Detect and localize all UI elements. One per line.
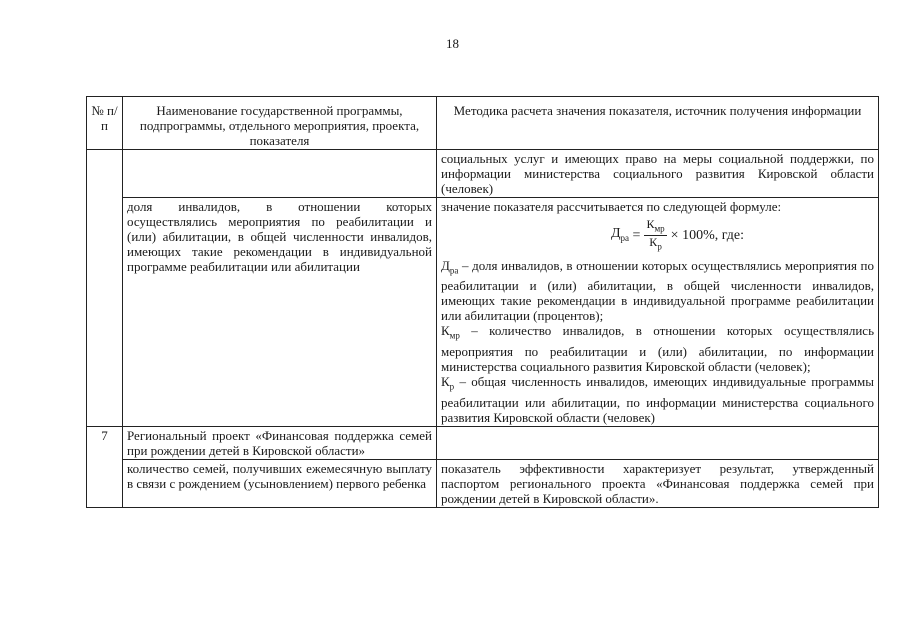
table-row [87,426,879,459]
cell-num [87,150,123,427]
cell-method: показатель эффективности характеризует результат, утвержденный паспортом регионального проекта «Финансовая поддержка семей при рождении детей в Кировской области». [437,459,879,507]
cell-method [437,198,879,427]
formula-fraction: $\frac{К_{мр}}{К_р}$ [646,217,665,252]
header-method: Методика расчета значения показателя, источник получения информации [437,97,879,150]
cell-name [123,150,437,198]
formula-lhs: $Д_{ра}$ [610,225,630,243]
formula-equals: = [629,228,641,244]
indicator-table [86,96,879,508]
cell-num: 7 [87,426,123,507]
table-header-row [87,97,879,150]
cell-name: количество семей, получивших ежемесячную выплату в связи с рождением (усыновлением) первого ребенка [123,459,437,507]
definition-dra: $Д_{ра}$ – доля инвалидов, в отношении которых осуществлялись мероприятия по реабилитации и (или) абилитации, в общей численности инвалидов, имеющих такие рекомендации в индивидуальной программе реабилитации или абилитации (процентов); [441,257,874,324]
formula [481,218,874,254]
cell-method [437,426,879,459]
page-number: 18 [446,36,459,51]
cell-name: Региональный проект «Финансовая поддержка семей при рождении детей в Кировской области» [123,426,437,459]
table-row [87,198,879,427]
formula-tail: × 100%, где: [670,228,745,244]
header-name: Наименование государственной программы, подпрограммы, отдельного мероприятия, проекта, показателя [123,97,437,150]
table-row [87,459,879,507]
formula-intro: значение показателя рассчитывается по следующей формуле: [441,199,782,214]
definition-kr: $К_р$ – общая численность инвалидов, имеющих индивидуальные программы реабилитации или абилитации, по информации министерства социального развития Кировской области (человек) [441,373,874,425]
cell-method: социальных услуг и имеющих право на меры социальной поддержки, по информации министерства социального развития Кировской области (человек) [437,150,879,198]
table-row [87,150,879,198]
cell-name: доля инвалидов, в отношении которых осуществлялись мероприятия по реабилитации и (или) абилитации, в общей численности инвалидов, имеющих такие рекомендации в индивидуальной программе реабилитации или абилитации [123,198,437,427]
definition-kmr: $К_{мр}$ – количество инвалидов, в отношении которых осуществлялись мероприятия по реабилитации и (или) абилитации, по информации министерства социального развития Кировской области (человек); [441,323,874,374]
header-num: № п/п [87,97,123,150]
